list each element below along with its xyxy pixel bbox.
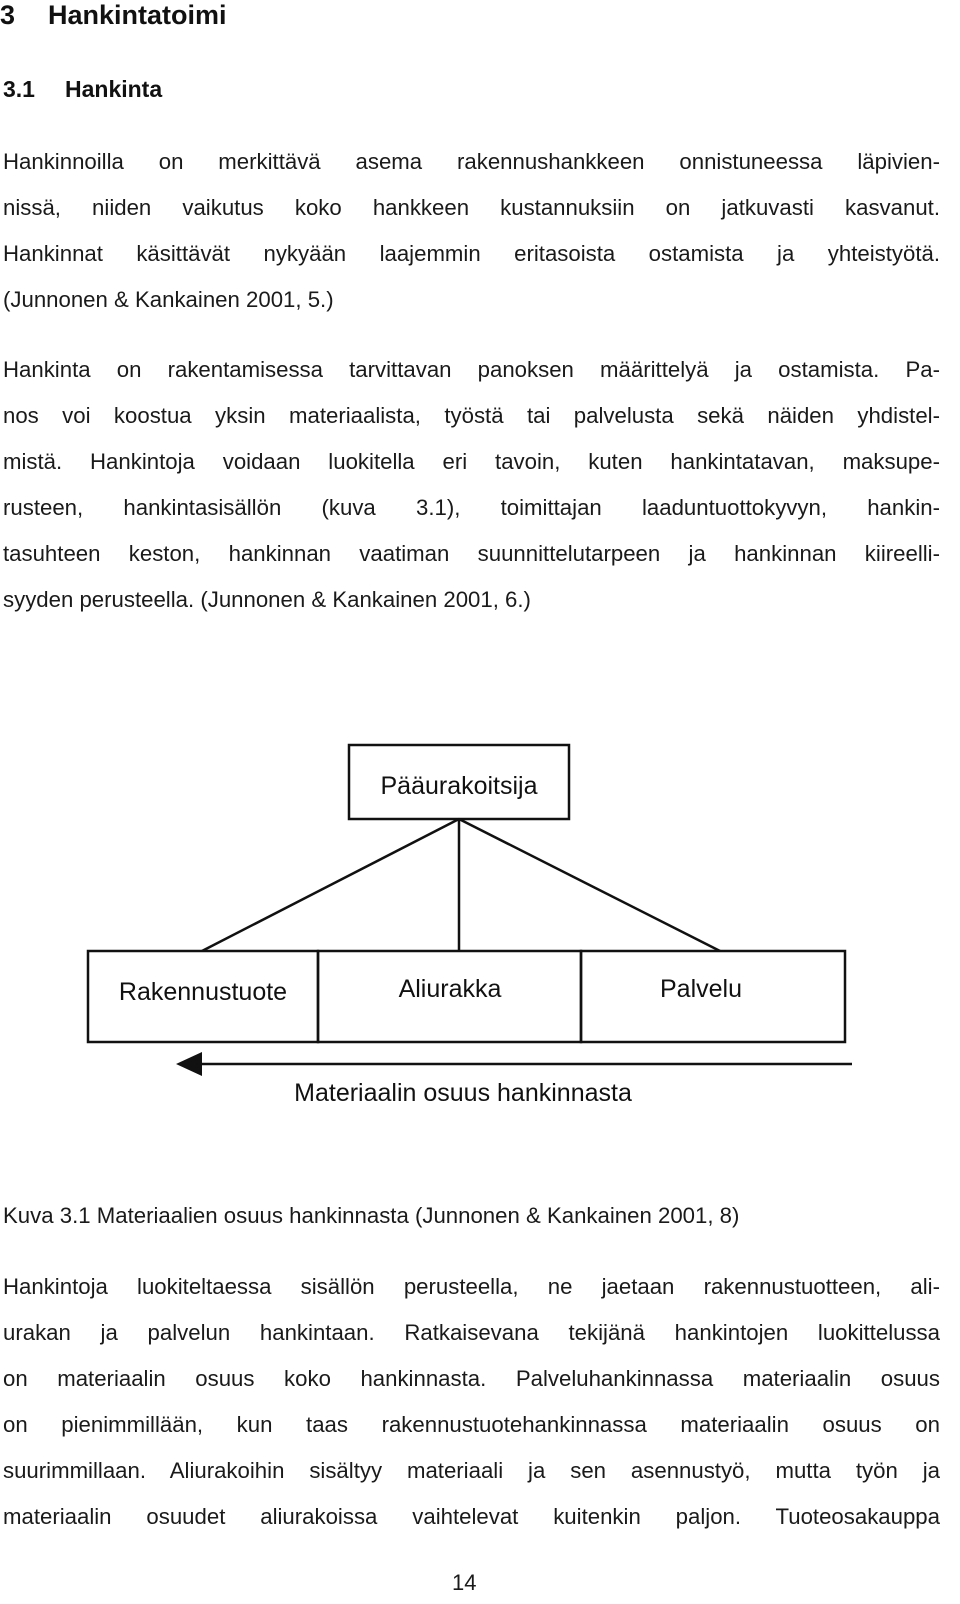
paragraph-line: nissä, niiden vaikutus koko hankkeen kustannuksiin on jatkuvasti kasvanut. <box>3 195 940 220</box>
paragraph-line: materiaalin osuudet aliurakoissa vaihtelevat kuitenkin paljon. Tuoteosakauppa <box>3 1504 940 1529</box>
paragraph-line: rusteen, hankintasisällön (kuva 3.1), toimittajan laaduntuottokyvyn, hankin- <box>3 495 940 520</box>
paragraph-1 <box>3 139 940 323</box>
paragraph-line: Hankinta on rakentamisessa tarvittavan panoksen määrittelyä ja ostamista. Pa- <box>3 357 940 382</box>
chapter-heading <box>0 0 227 30</box>
arrowhead-left-icon <box>176 1052 202 1076</box>
connector-line-left <box>202 819 459 951</box>
paragraph-line: syyden perusteella. (Junnonen & Kankainen 2001, 6.) <box>3 587 531 612</box>
service-label: Palvelu <box>660 975 742 1003</box>
section-title: Hankinta <box>65 76 163 102</box>
main-contractor-box <box>349 745 569 819</box>
building-product-box <box>88 951 318 1042</box>
paragraph-line: Hankintoja luokiteltaessa sisällön perusteella, ne jaetaan rakennustuotteen, ali- <box>3 1274 940 1299</box>
chapter-number: 3 <box>0 0 16 30</box>
paragraph-line: tasuhteen keston, hankinnan vaatiman suunnittelutarpeen ja hankinnan kiireelli- <box>3 541 940 566</box>
page-number: 14 <box>452 1570 477 1595</box>
service-box <box>581 951 845 1042</box>
paragraph-line: (Junnonen & Kankainen 2001, 5.) <box>3 287 334 312</box>
paragraph-line: urakan ja palvelun hankintaan. Ratkaisevana tekijänä hankintojen luokittelussa <box>3 1320 940 1345</box>
paragraph-line: mistä. Hankintoja voidaan luokitella eri tavoin, kuten hankintatavan, maksupe- <box>3 449 940 474</box>
paragraph-line: on materiaalin osuus koko hankinnasta. Palveluhankinnassa materiaalin osuus <box>3 1366 940 1391</box>
main-contractor-label: Pääurakoitsija <box>380 772 538 800</box>
subcontract-box <box>318 951 581 1042</box>
paragraph-line: suurimmillaan. Aliurakoihin sisältyy materiaali ja sen asennustyö, mutta työn ja <box>3 1458 940 1483</box>
connector-line-right <box>459 819 720 951</box>
paragraph-line: on pienimmillään, kun taas rakennustuotehankinnassa materiaalin osuus on <box>3 1412 940 1437</box>
paragraph-line: Hankinnat käsittävät nykyään laajemmin eritasoista ostamista ja yhteistyötä. <box>3 241 940 266</box>
paragraph-2 <box>3 347 940 623</box>
paragraph-line: Hankinnoilla on merkittävä asema rakennushankkeen onnistuneessa läpivien- <box>3 149 940 174</box>
paragraph-line: nos voi koostua yksin materiaalista, työstä tai palvelusta sekä näiden yhdistel- <box>3 403 940 428</box>
material-share-label: Materiaalin osuus hankinnasta <box>294 1079 632 1107</box>
section-number: 3.1 <box>3 76 35 102</box>
figure-caption: Kuva 3.1 Materiaalien osuus hankinnasta (Junnonen & Kankainen 2001, 8) <box>3 1203 740 1228</box>
subcontract-label: Aliurakka <box>398 975 502 1003</box>
building-product-label: Rakennustuote <box>118 978 288 1006</box>
chapter-title: Hankintatoimi <box>48 0 227 30</box>
section-heading <box>3 74 162 104</box>
paragraph-3 <box>3 1264 940 1540</box>
